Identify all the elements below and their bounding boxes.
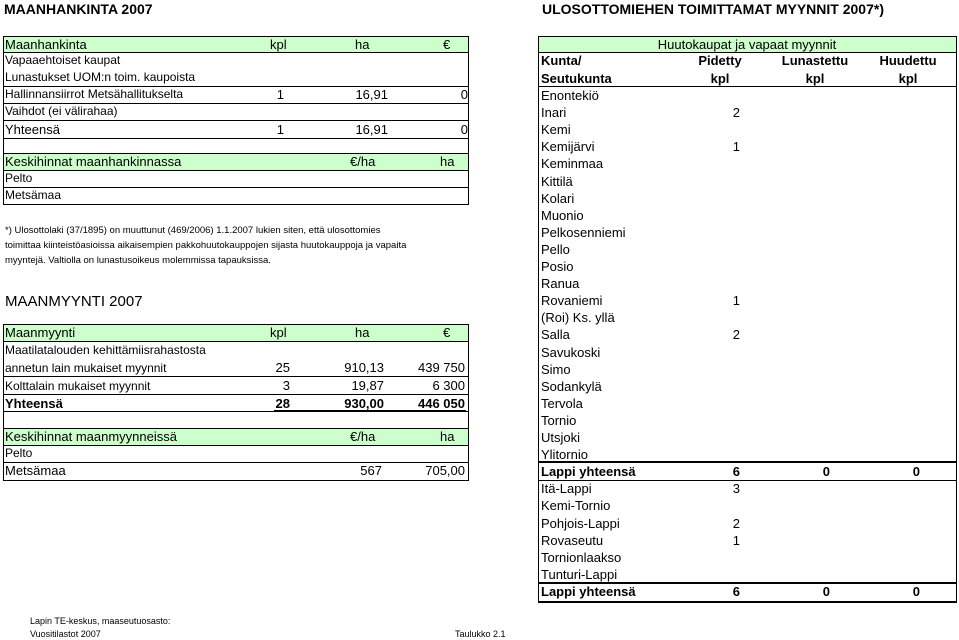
voluntary-purchases-label: Vapaaehtoiset kaupat bbox=[5, 53, 121, 67]
note-line-3: myyntejä. Valtiolla on lunastusoikeus molemmissa tapauksissa. bbox=[5, 255, 271, 266]
acquisition-avg-col2: ha bbox=[440, 154, 455, 169]
municipality-held: 1 bbox=[732, 139, 740, 155]
lapland-total-held: 6 bbox=[732, 464, 740, 480]
lapland-total2-label: Lappi yhteensä bbox=[541, 583, 636, 599]
municipality-name: Muonio bbox=[541, 207, 584, 223]
col-huudettu-1: Huudettu bbox=[879, 53, 937, 68]
fund-sales-ha: 910,13 bbox=[344, 360, 384, 375]
footer-table-number: Taulukko 2.1 bbox=[455, 629, 506, 639]
sales-header-label: Maanmyynti bbox=[5, 325, 76, 340]
municipality-held: 2 bbox=[732, 105, 740, 121]
acquisition-header-eur: € bbox=[443, 37, 451, 52]
subregion-name: Tunturi-Lappi bbox=[541, 566, 618, 582]
acquisition-total-ha: 16,91 bbox=[355, 122, 388, 137]
municipality-name: Kemi bbox=[541, 122, 571, 138]
note-line-1: *) Ulosottolaki (37/1895) on muuttunut (469/2006) 1.1.2007 lukien siten, että ulosottomies bbox=[5, 225, 381, 236]
transfers-ha: 16,91 bbox=[355, 87, 388, 102]
sales-avg-label: Keskihinnat maanmyynneissä bbox=[5, 429, 177, 444]
acquisition-total-eur: 0 bbox=[460, 122, 468, 137]
exchanges-label: Vaihdot (ei välirahaa) bbox=[5, 104, 118, 118]
col-lunastettu-2: kpl bbox=[805, 71, 825, 86]
municipality-name: Inari bbox=[541, 105, 567, 121]
lapland-total2-redeemed: 0 bbox=[822, 583, 830, 599]
subregion-held: 1 bbox=[732, 532, 740, 548]
lapland-total2-held: 6 bbox=[732, 583, 740, 599]
transfers-eur: 0 bbox=[460, 87, 468, 102]
lapland-total-auctioned: 0 bbox=[912, 464, 920, 480]
sales-avg-col2: ha bbox=[440, 429, 455, 444]
footer-org: Lapin TE-keskus, maaseutuosasto: bbox=[30, 616, 171, 626]
municipality-name: Tornio bbox=[541, 412, 577, 428]
expropriations-label: Lunastukset UOM:n toim. kaupoista bbox=[5, 70, 196, 84]
municipality-name: Kemijärvi bbox=[541, 139, 595, 155]
acquisition-avg-label: Keskihinnat maanhankinnassa bbox=[5, 154, 182, 169]
total-border-top bbox=[538, 461, 957, 463]
col-pidetty-2: kpl bbox=[710, 71, 730, 86]
acquisition-field-label: Pelto bbox=[5, 171, 33, 185]
transfers-label: Hallinnansiirrot Metsähallitukselta bbox=[5, 87, 184, 101]
skolt-sales-kpl: 3 bbox=[282, 378, 290, 393]
lapland-total-redeemed: 0 bbox=[822, 464, 830, 480]
fund-sales-label-1: Maatilatalouden kehittämiisrahastosta bbox=[5, 343, 206, 357]
acquisition-total-kpl: 1 bbox=[276, 122, 284, 137]
municipality-name: Tervola bbox=[541, 395, 583, 411]
sales-header-ha: ha bbox=[355, 325, 370, 340]
municipality-held: 1 bbox=[732, 293, 740, 309]
bailiff-title: ULOSOTTOMIEHEN TOIMITTAMAT MYYNNIT 2007*) bbox=[542, 1, 884, 17]
municipality-name: Posio bbox=[541, 259, 574, 274]
fund-sales-label-2: annetun lain mukaiset myynnit bbox=[5, 361, 167, 375]
municipality-name: Savukoski bbox=[541, 344, 601, 360]
acquisition-header-ha: ha bbox=[355, 37, 370, 52]
sales-header-kpl: kpl bbox=[270, 325, 287, 340]
sales-total-ha: 930,00 bbox=[344, 396, 384, 411]
municipality-name: (Roi) Ks. yllä bbox=[541, 310, 615, 326]
sales-field-label: Pelto bbox=[5, 446, 33, 460]
col-huudettu-2: kpl bbox=[898, 71, 918, 86]
municipality-name: Kittilä bbox=[541, 173, 573, 189]
sales-forest-eurha: 567 bbox=[360, 463, 382, 478]
transfers-kpl: 1 bbox=[276, 87, 284, 102]
municipality-name: Sodankylä bbox=[541, 378, 602, 394]
lapland-total2-auctioned: 0 bbox=[912, 583, 920, 599]
subregion-held: 2 bbox=[732, 515, 740, 531]
lapland-total-label: Lappi yhteensä bbox=[541, 464, 636, 480]
col-pidetty-1: Pidetty bbox=[698, 53, 742, 68]
skolt-sales-label: Kolttalain mukaiset myynnit bbox=[5, 379, 151, 393]
bailiff-header: Huutokaupat ja vapaat myynnit bbox=[657, 37, 837, 52]
acquisition-title: MAANHANKINTA 2007 bbox=[4, 1, 153, 17]
col-kunta-1: Kunta/ bbox=[541, 53, 582, 68]
municipality-name: Ranua bbox=[541, 276, 580, 292]
municipality-name: Enontekiö bbox=[541, 88, 599, 103]
subregion-name: Pohjois-Lappi bbox=[541, 515, 620, 531]
municipality-name: Pello bbox=[541, 241, 570, 257]
municipality-name: Utsjoki bbox=[541, 430, 581, 445]
municipality-name: Keminmaa bbox=[541, 156, 604, 172]
skolt-sales-ha: 19,87 bbox=[351, 378, 384, 393]
subregion-name: Itä-Lappi bbox=[541, 481, 592, 497]
sales-header-eur: € bbox=[443, 325, 451, 340]
table-left-border bbox=[538, 36, 539, 601]
sales-total-kpl: 28 bbox=[275, 396, 290, 411]
sales-total-eur: 446 050 bbox=[418, 396, 465, 411]
acquisition-header-label: Maanhankinta bbox=[5, 37, 87, 52]
municipality-name: Kolari bbox=[541, 190, 575, 206]
table-right-border bbox=[956, 36, 957, 601]
fund-sales-kpl: 25 bbox=[275, 360, 290, 375]
acquisition-avg-col1: €/ha bbox=[350, 154, 376, 169]
col-lunastettu-1: Lunastettu bbox=[781, 53, 849, 68]
subregion-name: Rovaseutu bbox=[541, 532, 604, 548]
sales-forest-ha: 705,00 bbox=[425, 463, 465, 478]
fund-sales-eur: 439 750 bbox=[418, 360, 465, 375]
municipality-name: Ylitornio bbox=[541, 447, 588, 463]
acquisition-forest-label: Metsämaa bbox=[5, 188, 62, 202]
subregion-held: 3 bbox=[732, 481, 740, 497]
municipality-name: Rovaniemi bbox=[541, 293, 603, 309]
skolt-sales-eur: 6 300 bbox=[432, 378, 465, 393]
total-border-bottom bbox=[538, 480, 957, 481]
subregion-name: Tornionlaakso bbox=[541, 549, 622, 565]
subregion-name: Kemi-Tornio bbox=[541, 498, 611, 514]
municipality-name: Salla bbox=[541, 327, 570, 343]
municipality-name: Pelkosenniemi bbox=[541, 224, 626, 240]
table-bottom-border bbox=[538, 601, 957, 603]
acquisition-header-kpl: kpl bbox=[270, 37, 287, 52]
municipality-held: 2 bbox=[732, 327, 740, 343]
sales-total-label: Yhteensä bbox=[5, 396, 63, 411]
col-kunta-2: Seutukunta bbox=[541, 71, 612, 86]
sales-forest-label: Metsämaa bbox=[5, 463, 66, 478]
sales-avg-col1: €/ha bbox=[350, 429, 376, 444]
note-line-2: toimittaa kiinteistöasioissa aikaisempien pakkohuutokauppojen sijasta huutokauppoja ja vapaita bbox=[5, 240, 407, 251]
sales-title: MAANMYYNTI 2007 bbox=[5, 293, 143, 310]
acquisition-total-label: Yhteensä bbox=[5, 122, 60, 137]
footer-publication: Vuositilastot 2007 bbox=[30, 629, 101, 639]
municipality-name: Simo bbox=[541, 361, 571, 377]
